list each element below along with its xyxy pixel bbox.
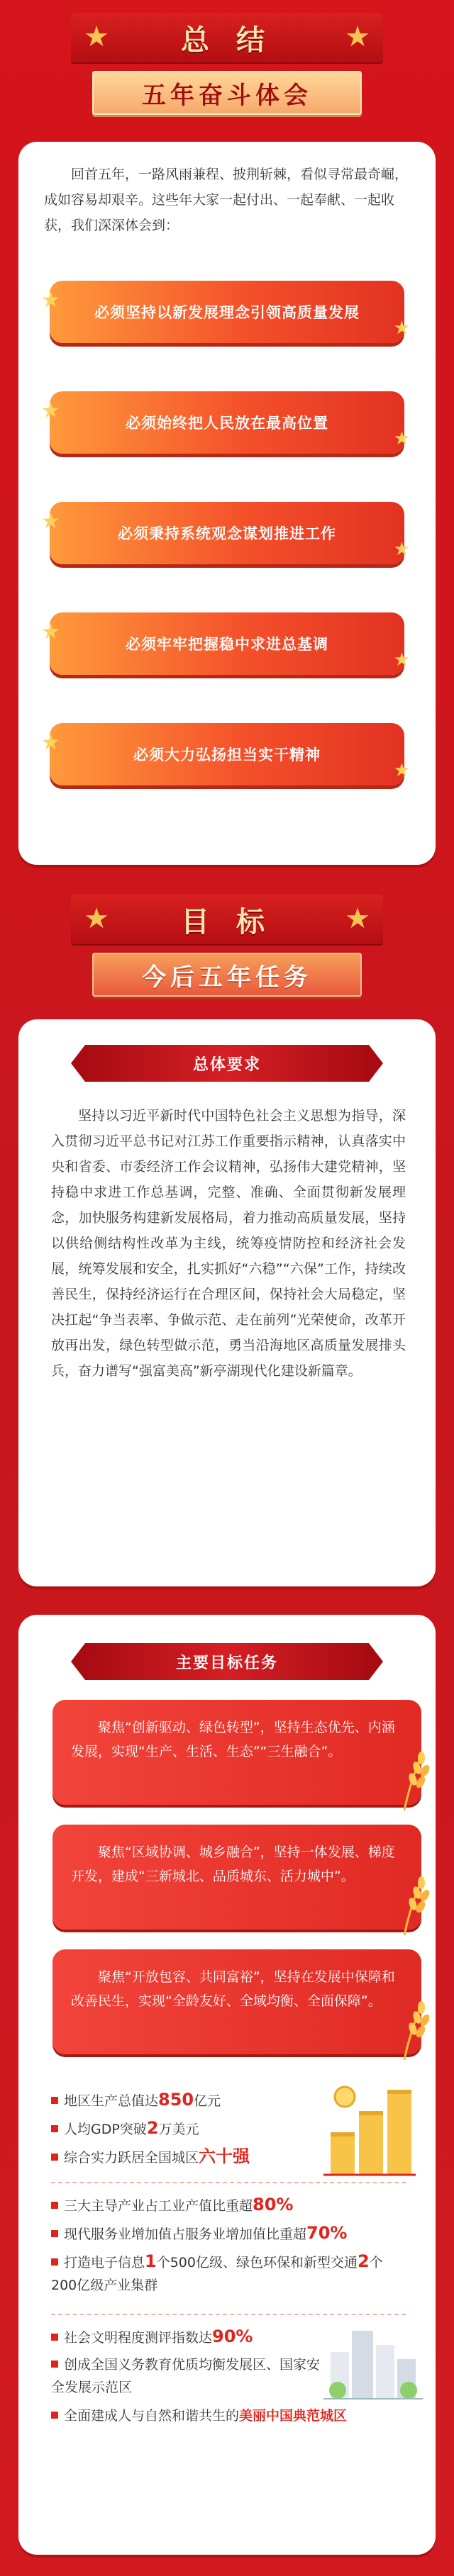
bullet-icon: [51, 2202, 58, 2209]
task-item: [52, 1700, 421, 1805]
section-subtitle-bar: [92, 71, 362, 115]
bullet-icon: [51, 2334, 58, 2341]
intro-text: 回首五年，一路风雨兼程、披荆斩棘，看似寻常最奇崛，成如容易却艰辛。这些年大家一起付出、一起奉献、一起收获，我们深深体会到：: [44, 167, 409, 233]
experience-item: [41, 612, 410, 675]
divider: [51, 2182, 406, 2183]
task-item: [52, 1825, 421, 1930]
star-icon: ★: [345, 21, 370, 53]
wheat-icon: [390, 1996, 431, 2061]
overall-requirements-card: [18, 1019, 436, 1586]
section-title: 目 标: [181, 905, 273, 939]
experience-card: [18, 142, 436, 865]
bullet-icon: [51, 2125, 58, 2132]
star-icon: ★: [41, 730, 60, 755]
stat-model-city: 全面建成人与自然和谐共生的美丽中国典范城区: [51, 2404, 420, 2427]
star-icon: ★: [41, 509, 60, 534]
city-illustration: [323, 2317, 423, 2402]
experience-item: [41, 723, 410, 785]
star-icon: ★: [345, 902, 370, 935]
tasks-heading: 主要目标任务: [175, 1654, 278, 1672]
overall-text: 坚持以习近平新时代中国特色社会主义思想为指导，深入贯彻习近平总书记对江苏工作重要指示精神，认真落实中央和省委、市委经济工作会议精神，弘扬伟大建党精神，坚持稳中求进工作总基调，完整、准确、全面贯彻新发展理念，加快服务构建新发展格局，着力推动高质量发展，坚持以供给侧结构性改革为主线，统筹疫情防控和经济社会发展，统筹发展和安全，扎实抓好“六稳”“六保”工作，持续改善民生，保持经济运行在合理区间，保持社会大局稳定，坚决扛起“争当表率、争做示范、走在前列”光荣使命，改革开放再出发，绿色转型做示范，勇当沿海地区高质量发展排头兵，奋力谱写“强富美高”新亭湖现代化建设新篇章。: [51, 1108, 406, 1379]
section-title-bar: [71, 13, 383, 62]
stat-gdp: 地区生产总值达850亿元: [51, 2088, 221, 2112]
wheat-icon: [390, 1871, 431, 1937]
coins-illustration: [316, 2068, 423, 2182]
section-subtitle: 五年奋斗体会: [142, 81, 312, 110]
stat-demo-zones: 创成全国义务教育优质均衡发展区、国家安全发展示范区: [51, 2357, 321, 2395]
experience-label: 必须始终把人民放在最高位置: [126, 415, 328, 432]
stat-industry-share: 三大主导产业占工业产值比重超80%: [51, 2193, 293, 2217]
section-subtitle: 今后五年任务: [142, 963, 312, 992]
stat-service-share: 现代服务业增加值占服务业增加值比重超70%: [51, 2222, 347, 2246]
star-icon: ★: [393, 428, 410, 449]
main-tasks-card: [18, 1615, 436, 2555]
experience-item: [41, 281, 410, 343]
overall-heading-ribbon: [85, 1045, 369, 1082]
experience-label: 必须坚持以新发展理念引领高质量发展: [94, 304, 360, 321]
wheat-icon: [390, 1747, 431, 1812]
star-icon: ★: [393, 318, 410, 339]
section-goals-header: [0, 895, 454, 997]
stat-civilization-index: 社会文明程度测评指数达90%: [51, 2325, 253, 2349]
experience-label: 必须大力弘扬担当实干精神: [133, 746, 321, 763]
bullet-icon: [51, 2230, 58, 2237]
section-title: 总 结: [181, 23, 273, 57]
bullet-icon: [51, 2361, 58, 2368]
star-icon: ★: [41, 620, 60, 644]
overall-heading: 总体要求: [192, 1055, 261, 1074]
bullet-icon: [51, 2154, 58, 2161]
experience-item: [41, 391, 410, 454]
section-title-bar: [71, 895, 383, 944]
stat-ranking: 综合实力跃居全国城区六十强: [51, 2145, 250, 2169]
task-text: 聚焦“区域协调、城乡融合”，坚持一体发展、梯度开发，建成“三新城北、品质城东、活力城中”。: [71, 1844, 395, 1884]
task-item: [52, 1949, 421, 2054]
star-icon: ★: [393, 539, 410, 560]
task-text: 聚焦“创新驱动、绿色转型”，坚持生态优先、内涵发展，实现“生产、生活、生态”“三生融合”。: [71, 1720, 395, 1759]
stat-industry-clusters: 打造电子信息1个500亿级、绿色环保和新型交通2个200亿级产业集群: [51, 2251, 383, 2293]
star-icon: ★: [84, 21, 109, 53]
bullet-icon: [51, 2258, 58, 2266]
star-icon: ★: [393, 649, 410, 671]
bullet-icon: [51, 2412, 58, 2419]
task-text: 聚焦“开放包容、共同富裕”，坚持在发展中保障和改善民生，实现“全龄友好、全域均衡、全面保障”。: [71, 1969, 395, 2009]
star-icon: ★: [393, 760, 410, 781]
stat-per-capita-gdp: 人均GDP突破2万美元: [51, 2117, 199, 2141]
section-summary-header: [0, 13, 454, 115]
experience-label: 必须秉持系统观念谋划推进工作: [118, 525, 336, 542]
star-icon: ★: [41, 288, 60, 313]
experience-item: [41, 502, 410, 564]
star-icon: ★: [41, 398, 60, 423]
star-icon: ★: [84, 902, 109, 935]
tasks-heading-ribbon: [85, 1643, 369, 1680]
experience-label: 必须牢牢把握稳中求进总基调: [126, 636, 328, 653]
section-subtitle-bar: [92, 953, 362, 997]
bullet-icon: [51, 2097, 58, 2104]
divider: [51, 2314, 406, 2315]
